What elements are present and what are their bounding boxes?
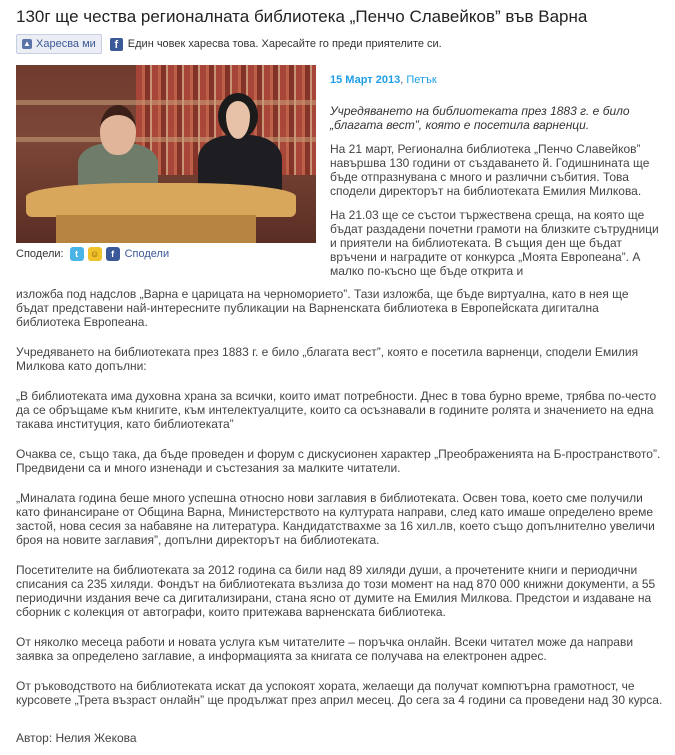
share-bar [16,247,169,261]
paragraph-6-quote: „Миналата година беше много успешна относно нови заглавия в библиотеката. Освен това, което сме получили като финансиране от Община Варна, Министерството на културата направи, след като имаше определено време застой, нова сесия за набавяне на литература. Кандидатствахме за 16 хил.лв, което също допълнително увеличи броя на новите заглавия”, допълни директорът на библиотеката. [16,491,655,547]
twitter-icon[interactable]: t [70,247,84,261]
right-column [330,74,660,278]
facebook-icon: f [110,38,123,51]
article-author: Автор: Нелия Жекова [16,731,137,745]
paragraph-3: Учредяването на библиотеката през 1883 г. е било „благата вест”, която е посетила варненци, сподели Емилия Милкова като допълни: [16,345,639,373]
thumbs-up-icon: ▲ [23,39,31,48]
facebook-icon[interactable]: f [106,247,120,261]
paragraph-2a: На 21.03 ще се състои тържествена среща, на която ще бъдат раздадени почетни грамоти на близките сътрудници и приятели на библиотеката. В същия ден ще бъдат връчени и наградите от конкурса „Моята Европеана”. А малко по-късно ще бъде открита и [330,208,659,278]
paragraph-4-quote: „В библиотеката има духовна храна за всички, които имат потребности. Днес в това бурно време, трябва по-често да се обръщаме към книгите, към интелектуалците, които са осъзнавали в годините ролята и значението на една такава институция, като библиотеката” [16,389,657,431]
like-count-text: Един човек харесва това. Харесайте го преди приятелите си. [127,38,442,50]
share-label: Сподели: [16,248,64,260]
paragraph-5: Очаква се, също така, да бъде проведен и форум с дискусионен характер „Преображенията на Б-пространството”. Предвидени са и много изненади и състезания за малките читатели. [16,447,661,475]
weekday: Петък [406,74,437,86]
article-container [0,0,675,55]
paragraph-2b: изложба под надслов „Варна е царицата на черноморието”. Тази изложба, ще бъде виртуална, като в нея ще бъдат представени най-интересните публикации на Варненската библиотека в Европейската дигитална библиотека Европеана. [16,287,629,329]
like-button-label: Харесва ми [36,38,96,50]
like-button[interactable] [16,34,102,54]
article-title: 130г ще чества регионалната библиотека „Пенчо Славейков” във Варна [16,7,588,26]
yahoo-icon[interactable]: ☺ [88,247,102,261]
article-date: 15 Март 2013, Петък [330,74,437,86]
paragraph-7: Посетителите на библиотеката за 2012 година са били над 89 хиляди души, а прочетените книги и периодични списания са 235 хиляди. Фондът на библиотеката възлиза до този момент на над 870 000 книжни документи, а 55 периодични издания вече са дигитализирани, стана ясно от думите на Емилия Милкова. Предстои и издаване на сборник с колекция от автографи, които притежава варненската библиотека. [16,563,656,619]
paragraph-8: От няколко месеца работи и новата услуга към читателите – поръчка онлайн. Всеки читател може да направи заявка за определено заглавие, а информацията за книгата се получава на електронен адрес. [16,635,634,663]
paragraph-9: От ръководството на библиотеката искат да успокоят хората, желаещи да получат компютърна грамотност, че курсовете „Трета възраст онлайн” ще продължат през април месец. До сега за 4 години са проведени над 30 курса. [16,679,663,707]
article-body [16,287,664,745]
date-value: 15 Март 2013 [330,74,401,86]
paragraph-1: На 21 март, Регионална библиотека „Пенчо Славейков” навършва 130 години от създаването й. Годишнината ще бъде отпразнувана с много и различни събития. Това сподели директорът на библиотеката Емилия Милкова. [330,142,650,198]
facebook-like-bar [16,33,659,55]
facebook-share-link[interactable]: Сподели [124,248,170,260]
article-photo[interactable] [16,65,316,243]
article-lead: Учредяването на библиотеката през 1883 г. е било „благата вест”, която е посетила варненци. [330,104,630,132]
